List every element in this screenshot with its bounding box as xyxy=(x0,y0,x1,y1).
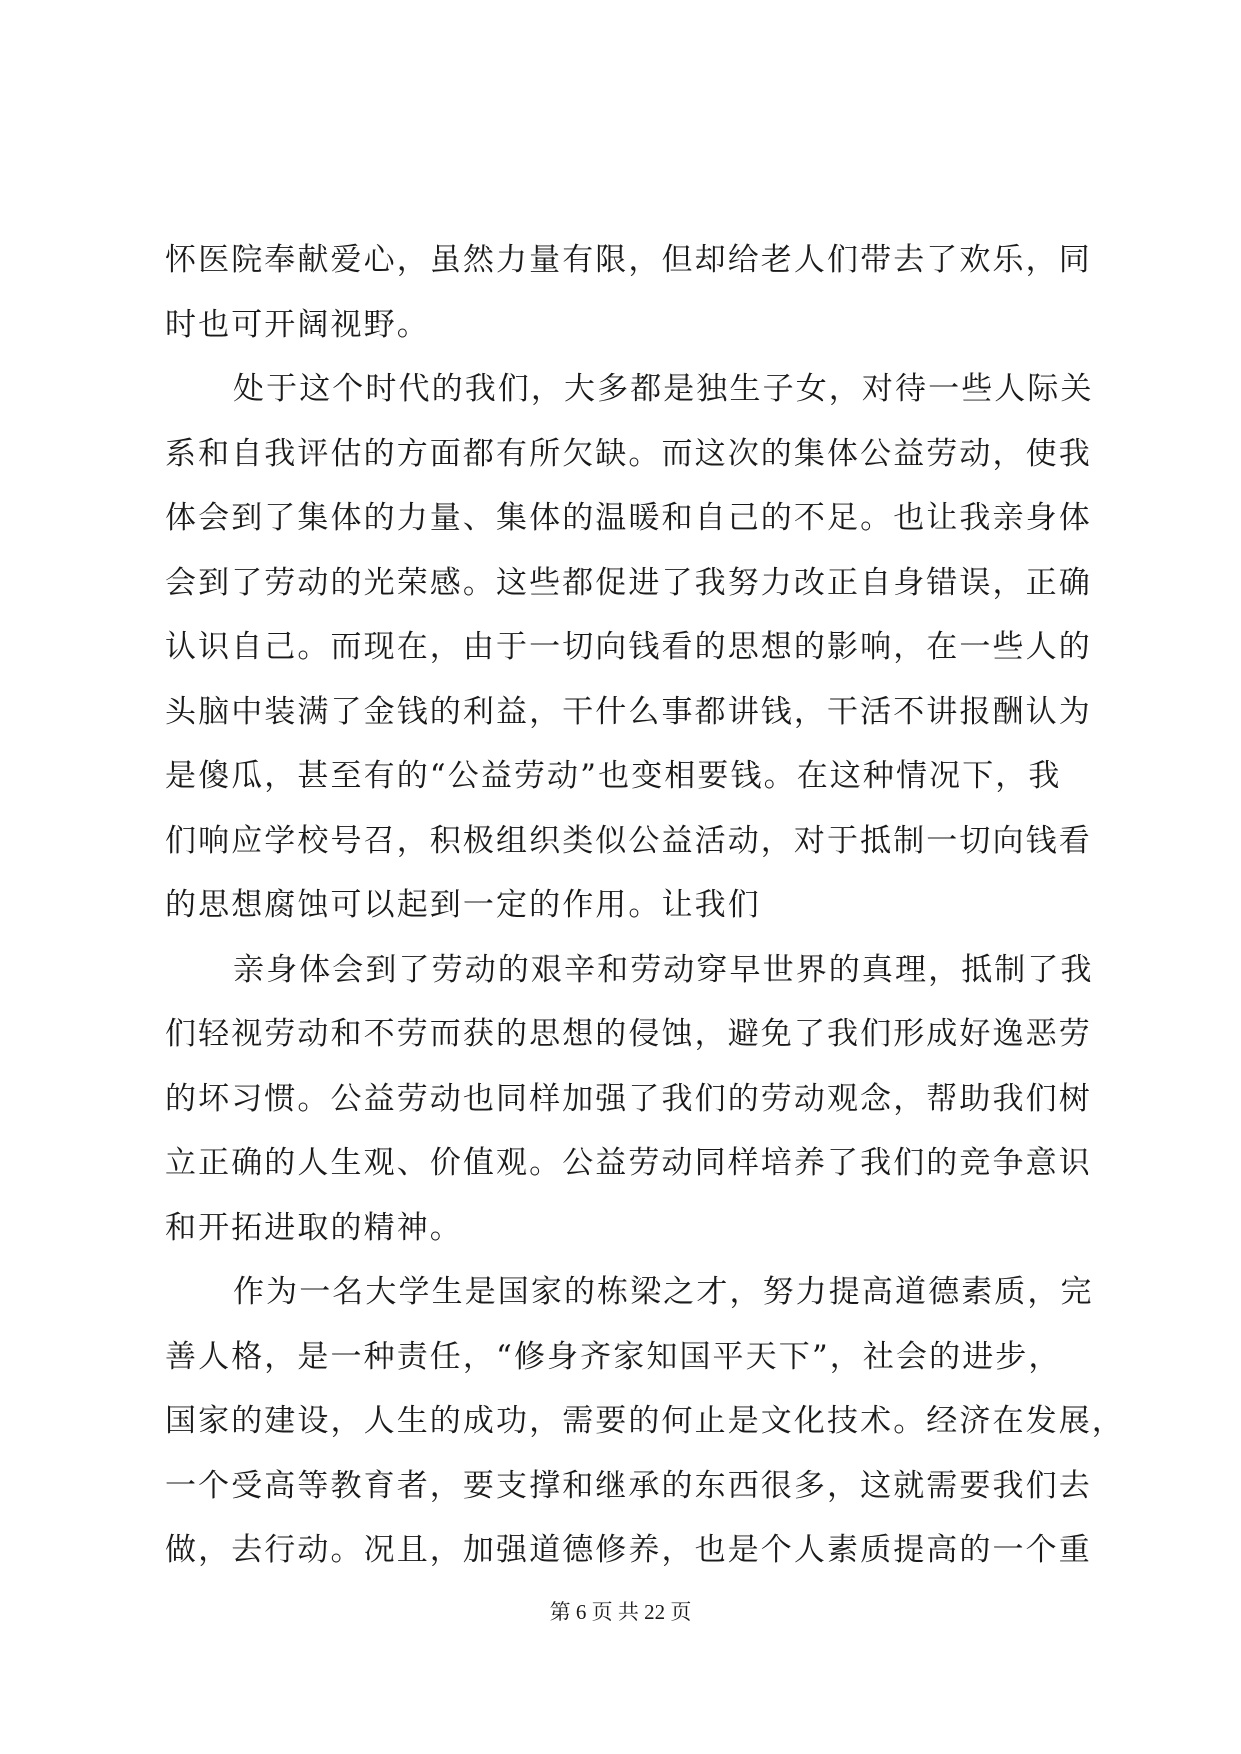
text-line: 们轻视劳动和不劳而获的思想的侵蚀，避免了我们形成好逸恶劳 xyxy=(165,1016,1092,1052)
text-line: 亲身体会到了劳动的艰辛和劳动穿早世界的真理，抵制了我 xyxy=(233,951,1094,988)
text-line: 时也可开阔视野。 xyxy=(165,306,430,343)
text-line: 头脑中装满了金钱的利益，干什么事都讲钱，干活不讲报酬认为 xyxy=(165,693,1092,730)
text-line: 的坏习惯。公益劳动也同样加强了我们的劳动观念，帮助我们树 xyxy=(165,1080,1092,1117)
text-line: 处于这个时代的我们，大多都是独生子女，对待一些人际关 xyxy=(233,371,1094,407)
text-line: 一个受高等教育者，要支撑和继承的东西很多，这就需要我们去 xyxy=(165,1467,1092,1504)
page-number-footer: 第 6 页 共 22 页 xyxy=(549,1600,692,1624)
document-body xyxy=(165,228,1125,1583)
text-line: 国家的建设，人生的成功，需要的何止是文化技术。经济在发展， xyxy=(165,1403,1125,1439)
text-line: 怀医院奉献爱心，虽然力量有限，但却给老人们带去了欢乐，同 xyxy=(165,242,1092,278)
text-line: 的思想腐蚀可以起到一定的作用。让我们 xyxy=(165,887,761,923)
text-line: 做，去行动。况且，加强道德修养，也是个人素质提高的一个重 xyxy=(165,1532,1092,1568)
text-line: 是傻瓜，甚至有的“公益劳动”也变相要钱。在这种情况下，我 xyxy=(165,758,1062,794)
text-line: 认识自己。而现在，由于一切向钱看的思想的影响，在一些人的 xyxy=(165,629,1092,665)
text-line: 作为一名大学生是国家的栋梁之才，努力提高道德素质，完 xyxy=(233,1274,1094,1310)
text-line: 善人格，是一种责任，“修身齐家知国平天下”，社会的进步， xyxy=(165,1338,1062,1375)
text-line: 们响应学校号召，积极组织类似公益活动，对于抵制一切向钱看 xyxy=(165,822,1092,859)
text-line: 立正确的人生观、价值观。公益劳动同样培养了我们的竞争意识 xyxy=(165,1145,1092,1181)
text-line: 会到了劳动的光荣感。这些都促进了我努力改正自身错误，正确 xyxy=(165,564,1092,601)
text-line: 和开拓进取的精神。 xyxy=(165,1209,463,1246)
text-line: 系和自我评估的方面都有所欠缺。而这次的集体公益劳动，使我 xyxy=(165,435,1092,472)
text-line: 体会到了集体的力量、集体的温暖和自己的不足。也让我亲身体 xyxy=(165,500,1092,536)
